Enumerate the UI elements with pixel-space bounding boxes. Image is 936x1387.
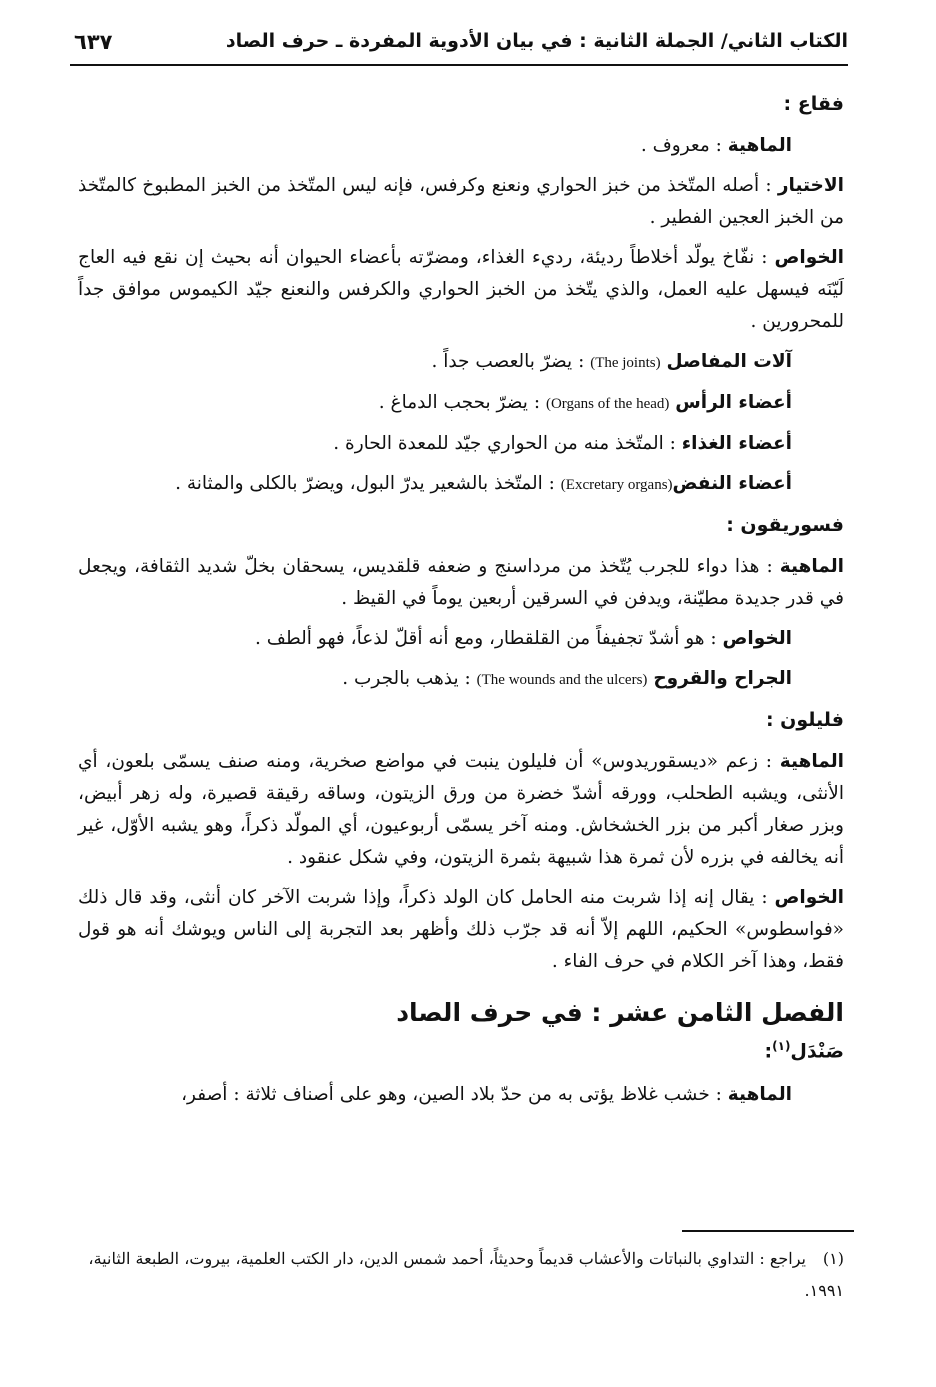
entry-heading: فليلون :	[765, 709, 844, 731]
paragraph-text: : المتّخذ بالشعير يدرّ البول، ويضرّ بالكلى والمثانة .	[175, 473, 561, 494]
paragraph	[78, 663, 844, 696]
sub-entry-name: صَنْدَل	[790, 1040, 844, 1063]
entry-heading: فقاع :	[783, 93, 844, 115]
paragraph-text: : هذا دواء للجرب يُتّخذ من مرداسنج و ضعفه قلقديس، يسحقان بخلّ شديد الثقافة، ويجعل في قدر جديدة مطيّنة، ويدفن في السرقين أربعين يوماً في القيظ .	[78, 556, 844, 609]
paragraph-label: الماهية	[779, 556, 844, 577]
paragraph	[78, 623, 844, 655]
footnote	[76, 1243, 844, 1307]
english-term: (Organs of the head)	[545, 396, 670, 412]
paragraph-label: الخواص	[722, 628, 792, 649]
paragraph	[78, 468, 844, 501]
paragraph-label: الماهية	[727, 1084, 792, 1106]
paragraph-text: : يقال إنه إذا شربت منه الحامل كان الولد ذكراً، وإذا شربت الآخر كان أنثى، وقد قال ذلك «فواسطوس» الحكيم، اللهم إلاّ أنه قد جرّب ذلك وأظهر بعد التجربة إلى الناس ويوشك أنه هو قول فقط، وهذا آخر الكلام في حرف الفاء .	[78, 887, 844, 972]
paragraph	[78, 130, 844, 162]
main-text	[78, 86, 844, 1119]
paragraph-label: الجراح والقروح	[653, 668, 792, 689]
paragraph	[78, 428, 844, 460]
page-number: ٦٣٧	[74, 30, 113, 54]
paragraph	[78, 1079, 844, 1111]
paragraph	[78, 551, 844, 615]
paragraph-label: أعضاء الغذاء	[681, 433, 792, 454]
paragraph-label: الماهية	[779, 751, 844, 772]
paragraph-label: الماهية	[727, 135, 792, 156]
english-term: (Excretary organs)	[560, 477, 673, 493]
paragraph-label: الاختيار	[777, 175, 844, 196]
paragraph-label: الخواص	[774, 887, 844, 908]
paragraph	[78, 746, 844, 874]
paragraph	[78, 387, 844, 420]
footnote-text: يراجع : التداوي بالنباتات والأعشاب قديماً وحديثاً، أحمد شمس الدين، دار الكتب العلمية، بيروت، الطبعة الثانية، ١٩٩١.	[88, 1249, 844, 1300]
footnote-number: (١)	[822, 1249, 844, 1268]
sub-entry-colon: :	[764, 1040, 773, 1063]
paragraph-label: أعضاء الرأس	[675, 392, 792, 413]
header-title: الكتاب الثاني/ الجملة الثانية : في بيان الأدوية المفردة ـ حرف الصاد	[225, 30, 848, 52]
entry-heading	[78, 1030, 844, 1067]
chapter-title: الفصل الثامن عشر : في حرف الصاد	[396, 998, 844, 1027]
paragraph	[78, 242, 844, 338]
paragraph-text: : يذهب بالجرب .	[342, 668, 477, 689]
paragraph	[78, 170, 844, 234]
english-term: (The joints)	[590, 355, 661, 371]
paragraph-text: : زعم «ديسقوريدوس» أن فليلون ينبت في مواضع صخرية، ومنه صنف يسمّى بلعون، أي الأنثى، ويشبه الطحلب، وورقه أشدّ خضرة من ورق الزيتون، وساقه رقيقة قصيرة، وله زهر أبيض، وبزر صغار أكبر من بزر الخشخاش. ومنه آخر يسمّى أربوعيون، أي المولّد ذكراً، وهو يشبه الأوّل، غير أنه يخالفه في بزره لأن ثمرة هذا شبيهة بثمرة الزيتون، وفي شكل عنقود .	[78, 751, 844, 868]
paragraph-text: : هو أشدّ تجفيفاً من القلقطار، ومع أنه أقلّ لذعاً، فهو ألطف .	[255, 628, 723, 649]
paragraph-text: : نفّاخ يولّد أخلاطاً رديئة، رديء الغذاء، ومضرّته بأعضاء الحيوان أنه بحيث إن نقع فيه العاج لَيّنَه فيسهل عليه العمل، والذي يتّخذ من الخبز الحواري والكرفس والنعنع جيّد الكيموس موافق جداً للمحرورين .	[78, 247, 844, 332]
footnote-divider	[682, 1230, 854, 1232]
paragraph-text: : المتّخذ منه من الحواري جيّد للمعدة الحارة .	[333, 433, 682, 454]
paragraph-text: : أصله المتّخذ من خبز الحواري ونعنع وكرفس، فإنه ليس المتّخذ من الخبز المطبوخ كالمتّخذ من الخبز العجين الفطير .	[78, 175, 844, 228]
paragraph-label: آلات المفاصل	[666, 351, 792, 372]
paragraph-text: : يضرّ بالعصب جداً .	[431, 351, 591, 372]
paragraph-text: : خشب غلاظ يؤتى به من حدّ بلاد الصين، وهو على أصناف ثلاثة : أصفر،	[181, 1084, 728, 1106]
footnote-marker[interactable]: (١)	[772, 1039, 791, 1053]
paragraph-text: : معروف .	[640, 135, 728, 156]
paragraph	[78, 882, 844, 978]
paragraph-text: : يضرّ بحجب الدماغ .	[378, 392, 546, 413]
running-header	[70, 20, 848, 66]
english-term: (The wounds and the ulcers)	[476, 672, 648, 688]
paragraph	[78, 346, 844, 379]
paragraph-label: أعضاء النفض	[672, 473, 792, 494]
entry-heading: فسوريقون :	[726, 514, 844, 536]
paragraph-label: الخواص	[774, 247, 844, 268]
